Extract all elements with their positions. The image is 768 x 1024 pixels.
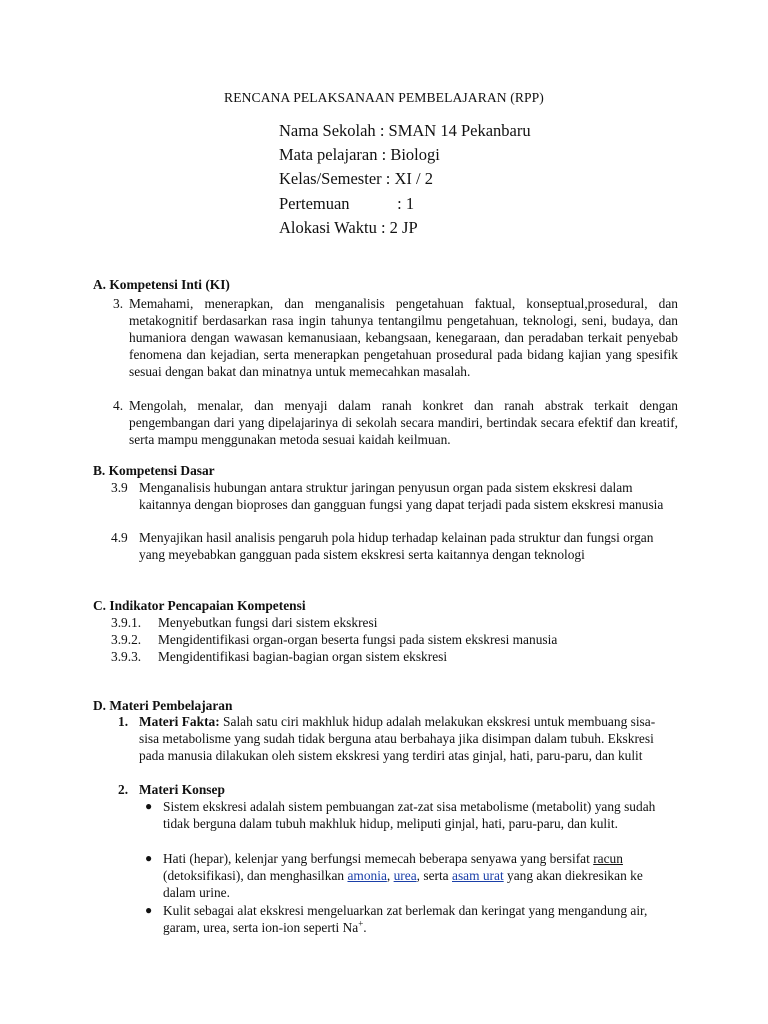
list-number: 1. xyxy=(118,714,129,729)
bullet-text: Hati (hepar), kelenjar yang berfungsi memecah beberapa senyawa yang bersifat xyxy=(163,851,590,866)
section-heading-kd: B. Kompetensi Dasar xyxy=(93,463,215,478)
materi-konsep-bullet-2 xyxy=(163,850,671,901)
bullet-text: (detoksifikasi), dan menghasilkan xyxy=(163,868,345,883)
list-item-text: Mengolah, menalar, dan menyaji dalam ranah konkret dan ranah abstrak terkait dengan pengembangan dari yang dipelajarinya di sekolah secara mandiri, bertindak secara efektif dan kreatif, serta mampu menggunakan metoda sesuai kaidah keilmuan. xyxy=(129,398,678,447)
identity-label: Mata pelajaran xyxy=(279,145,378,165)
kd-item-4-9 xyxy=(139,529,679,563)
identity-value: XI / 2 xyxy=(394,169,433,189)
identity-row-subject xyxy=(279,143,531,167)
ipk-item-3: Mengidentifikasi bagian-bagian organ sistem ekskresi xyxy=(158,649,448,664)
section-heading-ipk: C. Indikator Pencapaian Kompetensi xyxy=(93,598,306,613)
materi-fakta xyxy=(139,713,674,764)
materi-konsep-label: Materi Konsep xyxy=(139,782,225,797)
identity-row-class xyxy=(279,167,531,191)
bullet-icon: ● xyxy=(145,851,153,865)
kd-item-3-9 xyxy=(139,479,679,513)
identity-sep: : xyxy=(385,169,391,189)
bullet-text: , serta xyxy=(416,868,449,883)
document-title: RENCANA PELAKSANAAN PEMBELAJARAN (RPP) xyxy=(224,90,544,105)
identity-value: 1 xyxy=(405,193,415,213)
list-item-text: Menganalisis hubungan antara struktur jaringan penyusun organ pada sistem ekskresi dalam kaitannya dengan bioproses dan gangguan fungsi yang dapat terjadi pada sistem ekskresi manusia xyxy=(139,480,664,512)
identity-label: Nama Sekolah xyxy=(279,121,376,140)
list-number: 4.9 xyxy=(111,530,128,545)
bullet-text: yang akan diekresikan ke dalam urine. xyxy=(163,868,643,900)
identity-sep: : xyxy=(381,145,387,165)
urea-link[interactable]: urea xyxy=(393,868,417,883)
asam-urat-link[interactable]: asam urat xyxy=(452,868,504,883)
amonia-link[interactable]: amonia xyxy=(347,868,387,883)
list-number: 2. xyxy=(118,782,129,797)
racun-link[interactable]: racun xyxy=(593,851,623,866)
materi-konsep-bullet-3 xyxy=(163,902,671,936)
identity-value: 2 JP xyxy=(389,217,418,237)
bullet-text: . xyxy=(363,920,367,935)
list-item-text: Memahami, menerapkan, dan menganalisis pengetahuan faktual, konseptual,prosedural, dan metakognitif berdasarkan rasa ingin tahunya tentangilmu pengetahuan, teknologi, seni, budaya, dan humaniora dengan wawasan kemanusiaan, kebangsaan, kenegaraan, dan peradaban terkait penyebab fenomena dan kejadian, serta menerapkan pengetahuan prosedural pada bidang kajian yang spesifik sesuai dengan bakat dan minatnya untuk memecahkan masalah. xyxy=(129,296,678,379)
list-number: 3.9.1. xyxy=(111,615,142,630)
identity-label: Pertemuan xyxy=(279,193,350,213)
materi-fakta-label: Materi Fakta: xyxy=(139,714,220,729)
bullet-icon: ● xyxy=(145,799,153,813)
materi-konsep-bullet-1: Sistem ekskresi adalah sistem pembuangan zat-zat sisa metabolisme (metabolit) yang sudah tidak berguna dalam tubuh makhluk hidup, meliputi ginjal, hati, paru-paru, dan kulit. xyxy=(163,799,656,831)
identity-label: Alokasi Waktu xyxy=(279,217,377,237)
materi-fakta-text: Salah satu ciri makhluk hidup adalah melakukan ekskresi untuk membuang sisa-sisa metabolisme yang sudah tidak berguna atau berbahaya jika disimpan dalam tubuh. Ekskresi pada manusia dilakukan oleh sistem ekskresi yang terdiri atas ginjal, hati, paru-paru, dan kulit xyxy=(139,714,656,763)
identity-row-school xyxy=(279,119,531,143)
list-number: 3. xyxy=(113,296,124,311)
ipk-item-2: Mengidentifikasi organ-organ beserta fungsi pada sistem ekskresi manusia xyxy=(158,632,558,647)
list-number: 3.9.2. xyxy=(111,632,142,647)
ipk-item-1: Menyebutkan fungsi dari sistem ekskresi xyxy=(158,615,378,630)
identity-sep: : xyxy=(380,217,386,237)
identity-value: Biologi xyxy=(390,145,440,165)
bullet-icon: ● xyxy=(145,903,153,917)
identity-sep: : xyxy=(379,121,385,140)
section-heading-ki: A. Kompetensi Inti (KI) xyxy=(93,277,230,292)
identity-sep: : xyxy=(397,193,402,213)
list-item-text: Menyajikan hasil analisis pengaruh pola hidup terhadap kelainan pada struktur dan fungsi organ yang meyebabkan gangguan pada sistem ekskresi serta kaitannya dengan teknologi xyxy=(139,530,654,562)
bullet-text: , xyxy=(386,868,391,883)
identity-row-time xyxy=(279,216,531,240)
section-heading-materi: D. Materi Pembelajaran xyxy=(93,698,233,713)
identity-value: SMAN 14 Pekanbaru xyxy=(388,121,531,140)
superscript-plus: + xyxy=(358,918,364,929)
identity-label: Kelas/Semester xyxy=(279,169,382,189)
list-number: 4. xyxy=(113,398,124,413)
ki-item-4 xyxy=(129,397,678,448)
ki-item-3 xyxy=(129,295,678,380)
identity-row-meeting xyxy=(279,192,531,216)
list-number: 3.9 xyxy=(111,480,128,495)
bullet-text: Kulit sebagai alat ekskresi mengeluarkan zat berlemak dan keringat yang mengandung air, garam, urea, serta ion-ion seperti Na xyxy=(163,903,648,935)
identity-block xyxy=(279,119,531,240)
list-number: 3.9.3. xyxy=(111,649,142,664)
